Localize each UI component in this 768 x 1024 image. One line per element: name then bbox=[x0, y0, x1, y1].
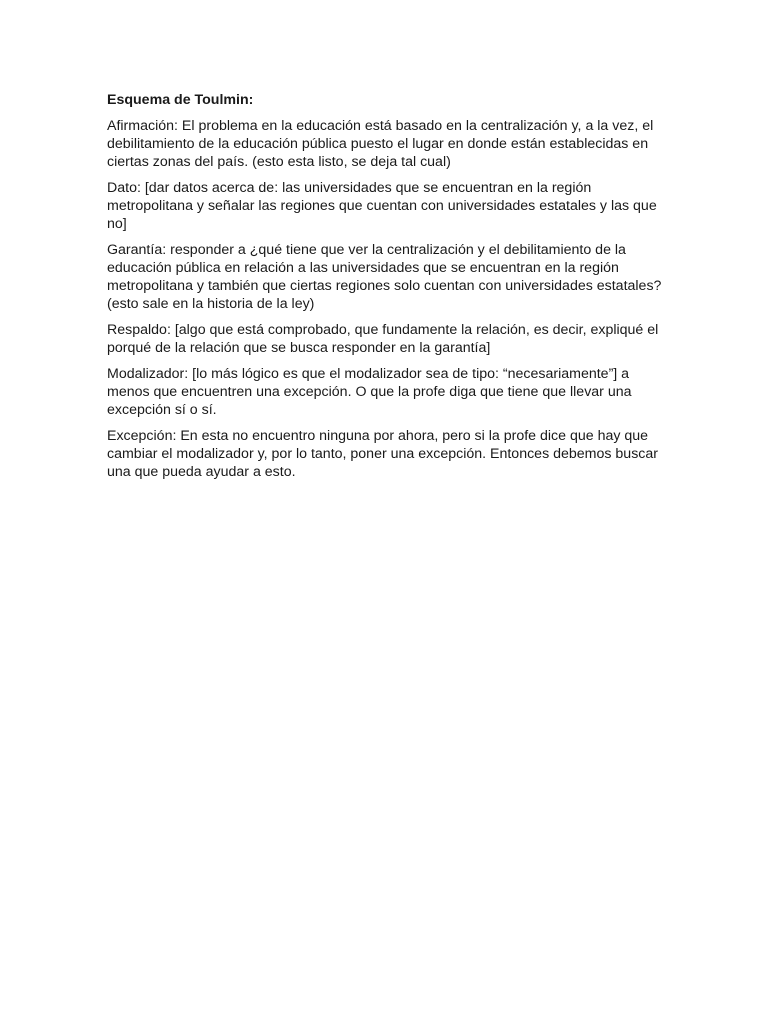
paragraph-respaldo: Respaldo: [algo que está comprobado, que fundamente la relación, es decir, expliqué el porqué de la relación que se busca responder en la garantía] bbox=[107, 322, 659, 356]
paragraph-afirmacion: Afirmación: El problema en la educación está basado en la centralización y, a la vez, el debilitamiento de la educación pública puesto el lugar en donde están establecidas en ciertas zonas del país. (esto esta listo, se deja tal cual) bbox=[107, 118, 654, 170]
paragraph-excepcion: Excepción: En esta no encuentro ninguna por ahora, pero si la profe dice que hay que cambiar el modalizador y, por lo tanto, poner una excepción. Entonces debemos buscar una que pueda ayudar a esto. bbox=[107, 428, 658, 480]
document-body bbox=[107, 91, 663, 489]
paragraph-dato: Dato: [dar datos acerca de: las universidades que se encuentran en la región metropolitana y señalar las regiones que cuentan con universidades estatales y las que no] bbox=[107, 180, 657, 232]
document-title: Esquema de Toulmin: bbox=[107, 92, 254, 108]
paragraph-modalizador: Modalizador: [lo más lógico es que el modalizador sea de tipo: “necesariamente”] a menos que encuentren una excepción. O que la profe diga que tiene que llevar una excepción sí o sí. bbox=[107, 366, 632, 418]
paragraph-garantia: Garantía: responder a ¿qué tiene que ver la centralización y el debilitamiento de la educación pública en relación a las universidades que se encuentran en la región metropolitana y también que ciertas regiones solo cuentan con universidades estatales? (esto sale en la historia de la ley) bbox=[107, 242, 662, 312]
